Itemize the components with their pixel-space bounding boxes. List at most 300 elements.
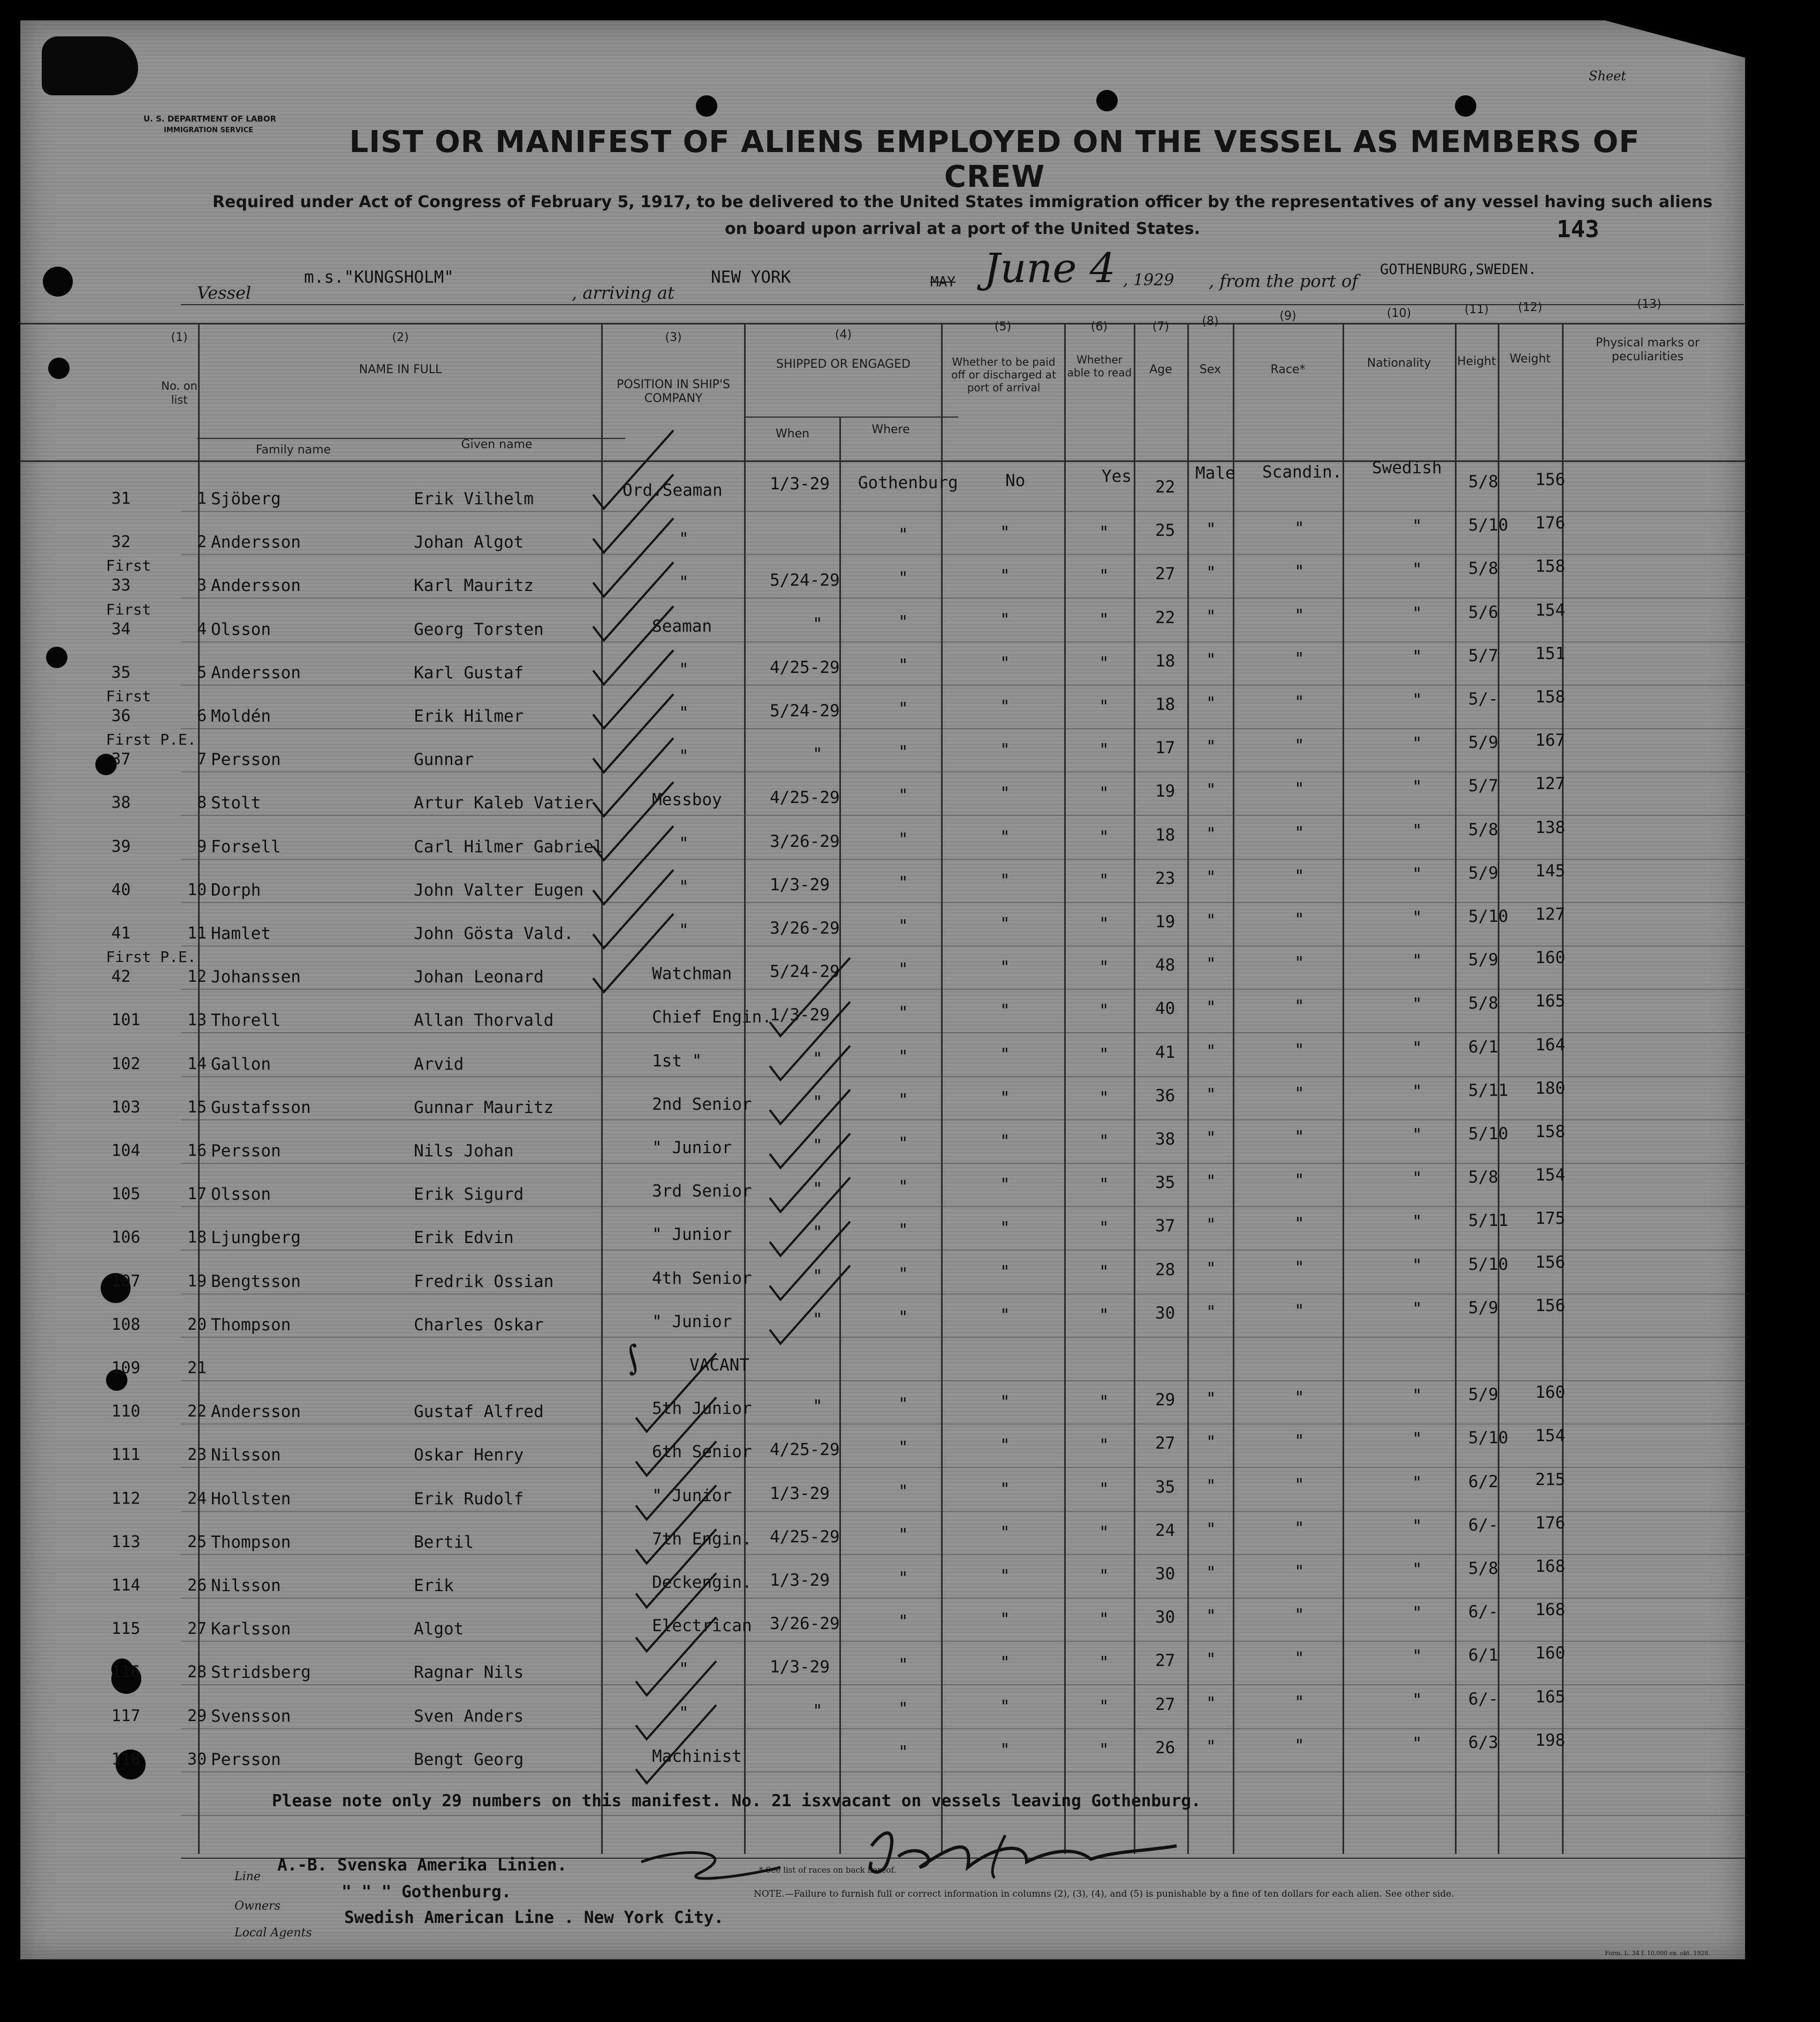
given-name: Erik Edvin xyxy=(414,1228,514,1248)
sex: " xyxy=(1206,1085,1216,1104)
family-name: Stolt xyxy=(211,793,261,813)
able-to-read: " xyxy=(1099,1305,1109,1325)
first-row-when: 1/3-29 xyxy=(770,474,830,494)
age: 25 xyxy=(1155,521,1176,541)
shipped-when: 3/26-29 xyxy=(770,1614,840,1634)
height: 5/9 xyxy=(1468,1298,1498,1317)
age: 19 xyxy=(1155,782,1176,801)
able-to-read: " xyxy=(1099,1740,1109,1760)
officer-signature xyxy=(620,1814,1209,1889)
family-name: Olsson xyxy=(211,619,271,639)
arrival-date-handwritten: June 4 xyxy=(984,244,1116,292)
weight: 127 xyxy=(1535,905,1565,924)
able-to-read: " xyxy=(1099,1088,1109,1108)
family-name: Johanssen xyxy=(211,967,301,987)
vacancy-note: Please note only 29 numbers on this manifest. No. 21 isxvacant on vessels leaving Gothenburg. xyxy=(272,1791,1201,1811)
given-name: Gustaf Alfred xyxy=(414,1402,544,1422)
weight: 156 xyxy=(1535,470,1565,489)
shipped-where: " xyxy=(898,873,908,892)
nationality: " xyxy=(1412,1647,1422,1667)
handwritten-check-marks xyxy=(20,20,1745,1959)
given-name: Ragnar Nils xyxy=(414,1663,524,1683)
check-mark xyxy=(593,738,673,816)
family-name: Gustafsson xyxy=(211,1097,311,1117)
col-2-number: (2) xyxy=(392,331,409,344)
list-number: 6 xyxy=(197,707,207,725)
paid-off: " xyxy=(1000,827,1010,847)
col-8-number: (8) xyxy=(1202,315,1219,328)
shipped-where: " xyxy=(898,1525,908,1544)
margin-list-number: 114 xyxy=(111,1576,141,1595)
weight: 145 xyxy=(1535,861,1565,881)
race: " xyxy=(1294,1084,1305,1103)
paid-off: " xyxy=(1000,1697,1010,1716)
shipped-where: " xyxy=(898,1134,908,1153)
shipped-when: 4/25-29 xyxy=(770,1527,840,1547)
paid-off: " xyxy=(1000,1305,1010,1325)
shipped-when: 1/3-29 xyxy=(770,1005,830,1025)
race: " xyxy=(1294,1606,1305,1625)
given-name: Sven Anders xyxy=(414,1706,524,1726)
margin-list-number: 102 xyxy=(111,1054,141,1073)
age: 23 xyxy=(1155,868,1176,888)
given-name: Karl Gustaf xyxy=(414,663,524,683)
age: 30 xyxy=(1155,1608,1176,1627)
position: Messboy xyxy=(652,790,722,810)
sex: " xyxy=(1206,1041,1216,1061)
family-name: Thompson xyxy=(211,1532,291,1552)
margin-list-number: 103 xyxy=(111,1097,141,1117)
check-mark xyxy=(593,914,673,992)
able-to-read: " xyxy=(1099,1610,1109,1630)
shipped-where: " xyxy=(898,1612,908,1632)
col-12-number: (12) xyxy=(1518,301,1543,314)
nationality: " xyxy=(1412,517,1422,536)
family-name: Gallon xyxy=(211,1054,271,1074)
race: " xyxy=(1294,1388,1305,1408)
height: 6/1 xyxy=(1468,1037,1498,1057)
position: 4th Senior xyxy=(652,1268,752,1288)
weight: 198 xyxy=(1535,1730,1565,1750)
paid-off: " xyxy=(1000,697,1010,716)
position: 2nd Senior xyxy=(652,1094,752,1114)
height: 6/- xyxy=(1468,1515,1498,1535)
list-number: 18 xyxy=(187,1228,207,1247)
first-row-read: Yes xyxy=(1102,467,1132,486)
col-13-header: Physical marks or peculiarities xyxy=(1595,336,1700,363)
able-to-read: " xyxy=(1099,1653,1109,1673)
margin-list-number: 38 xyxy=(111,793,131,813)
shipped-where: " xyxy=(898,1699,908,1718)
age: 18 xyxy=(1155,825,1176,845)
check-mark xyxy=(636,1617,716,1695)
position: Deckengin. xyxy=(652,1573,752,1592)
weight: 156 xyxy=(1535,1296,1565,1315)
height: 5/8 xyxy=(1468,994,1498,1013)
shipped-where: " xyxy=(898,1047,908,1066)
weight: 160 xyxy=(1535,1644,1565,1663)
able-to-read: " xyxy=(1099,1175,1109,1195)
check-mark xyxy=(770,958,850,1036)
list-number: 10 xyxy=(187,880,207,899)
shipped-where: " xyxy=(898,1221,908,1240)
col-1-header: No. on list xyxy=(161,380,198,406)
shipped-when: 5/24-29 xyxy=(770,571,840,590)
family-name: Andersson xyxy=(211,576,301,596)
family-name: Forsell xyxy=(211,837,281,857)
shipped-where: " xyxy=(898,1264,908,1284)
given-name: Bengt Georg xyxy=(414,1750,524,1769)
col-10-header: Nationality xyxy=(1367,357,1431,370)
height: 5/- xyxy=(1468,690,1498,709)
list-number: 24 xyxy=(187,1489,207,1508)
family-name: Olsson xyxy=(211,1185,271,1205)
nationality: " xyxy=(1412,777,1422,797)
list-number: 17 xyxy=(187,1185,207,1204)
age: 38 xyxy=(1155,1130,1176,1149)
list-number: 3 xyxy=(197,576,207,595)
list-number: 14 xyxy=(187,1054,207,1073)
nationality: " xyxy=(1412,1560,1422,1579)
first-row-race: Scandin. xyxy=(1262,463,1343,482)
check-mark xyxy=(636,1485,716,1563)
able-to-read: " xyxy=(1099,697,1109,716)
position: Watchman xyxy=(652,964,732,984)
list-number: 7 xyxy=(197,750,207,769)
shipped-when: 5/24-29 xyxy=(770,962,840,982)
height: 5/9 xyxy=(1468,1385,1498,1405)
sex: " xyxy=(1206,824,1216,844)
age: 36 xyxy=(1155,1086,1176,1105)
shipped-when: " xyxy=(813,1049,823,1069)
shipped-where: " xyxy=(898,1090,908,1110)
check-mark xyxy=(593,694,673,773)
weight: 168 xyxy=(1535,1600,1565,1620)
age: 27 xyxy=(1155,564,1176,584)
margin-list-number: 109 xyxy=(111,1359,141,1377)
arriving-at: NEW YORK xyxy=(711,268,791,287)
shipped-when: 1/3-29 xyxy=(770,1571,830,1590)
margin-list-number: 118 xyxy=(111,1750,141,1769)
paid-off: " xyxy=(1000,1262,1010,1282)
able-to-read: " xyxy=(1099,1392,1109,1412)
given-name: Nils Johan xyxy=(414,1141,514,1161)
nationality: " xyxy=(1412,1081,1422,1101)
family-name: Ljungberg xyxy=(211,1228,301,1248)
given-name: Oskar Henry xyxy=(414,1445,524,1465)
weight: 158 xyxy=(1535,557,1565,577)
margin-list-number: 40 xyxy=(111,880,131,899)
shipped-when: " xyxy=(813,1266,823,1286)
position: Seaman xyxy=(652,616,712,636)
line-label: Line xyxy=(234,1870,261,1883)
nationality: " xyxy=(1412,1386,1422,1406)
height: 5/8 xyxy=(1468,559,1498,579)
family-name: Bengtsson xyxy=(211,1271,301,1291)
paid-off: " xyxy=(1000,1392,1010,1412)
family-name: Nilsson xyxy=(211,1445,281,1465)
col-9-header: Race* xyxy=(1270,363,1306,376)
shipped-when: 1/3-29 xyxy=(770,1483,830,1503)
list-number: 9 xyxy=(197,837,207,856)
position: Chief Engin. xyxy=(652,1008,772,1027)
margin-list-number: 32 xyxy=(111,533,131,552)
nationality: " xyxy=(1412,1690,1422,1710)
age: 27 xyxy=(1155,1434,1176,1453)
margin-list-number: 41 xyxy=(111,924,131,943)
check-mark xyxy=(636,1353,716,1432)
age: 48 xyxy=(1155,956,1176,975)
position: " xyxy=(679,877,689,897)
height: 5/7 xyxy=(1468,776,1498,796)
height: 5/8 xyxy=(1468,1168,1498,1187)
page-number: 143 xyxy=(1557,216,1599,243)
margin-list-number: 116 xyxy=(111,1663,141,1682)
position: Electrican xyxy=(652,1616,752,1636)
weight: 158 xyxy=(1535,1122,1565,1141)
list-number: 8 xyxy=(197,793,207,813)
list-number: 5 xyxy=(197,663,207,682)
given-name: Karl Mauritz xyxy=(414,576,534,596)
height: 5/10 xyxy=(1468,1124,1508,1143)
given-name: Gunnar Mauritz xyxy=(414,1097,554,1117)
nationality: " xyxy=(1412,691,1422,710)
list-number: 25 xyxy=(187,1532,207,1551)
col-4-number: (4) xyxy=(835,328,852,342)
sex: " xyxy=(1206,1172,1216,1192)
race: " xyxy=(1294,823,1305,843)
able-to-read: " xyxy=(1099,1218,1109,1238)
check-mark xyxy=(593,474,673,552)
nationality: " xyxy=(1412,1429,1422,1449)
list-number: 20 xyxy=(187,1315,207,1334)
arriving-label: , arriving at xyxy=(572,283,674,303)
col-3-header: POSITION IN SHIP'S COMPANY xyxy=(617,378,730,405)
list-number: 26 xyxy=(187,1576,207,1595)
age: 30 xyxy=(1155,1303,1176,1323)
given-name: Erik Hilmer xyxy=(414,707,524,726)
margin-list-number: 37 xyxy=(111,750,131,769)
paid-off: " xyxy=(1000,1088,1010,1108)
col-2-header: NAME IN FULL xyxy=(359,363,442,376)
check-mark xyxy=(636,1705,716,1783)
arrival-year: , 1929 xyxy=(1123,271,1174,290)
able-to-read: " xyxy=(1099,1132,1109,1151)
manifest-subtitle-2: on board upon arrival at a port of the United States. xyxy=(724,219,1201,238)
race: " xyxy=(1294,866,1305,886)
weight: 165 xyxy=(1535,1687,1565,1707)
height: 6/3 xyxy=(1468,1732,1498,1752)
manifest-title: LIST OR MANIFEST OF ALIENS EMPLOYED ON THE VESSEL AS MEMBERS OF CREW xyxy=(349,125,1640,194)
nationality: " xyxy=(1412,1169,1422,1188)
height: 5/8 xyxy=(1468,820,1498,839)
margin-list-number: 111 xyxy=(111,1445,141,1465)
age: 18 xyxy=(1155,651,1176,671)
nationality: " xyxy=(1412,647,1422,667)
margin-note: First P.E. xyxy=(106,731,196,749)
handwritten-scribble: ∫ xyxy=(618,1337,647,1379)
penalty-note: NOTE.—Failure to furnish full or correct information in columns (2), (3), (4), and (5) is punishable by a fine of ten dollars for each alien. See other side. xyxy=(754,1889,1454,1899)
weight: 154 xyxy=(1535,600,1565,620)
margin-list-number: 107 xyxy=(111,1271,141,1291)
sex: " xyxy=(1206,1693,1216,1713)
check-mark xyxy=(770,1002,850,1080)
shipped-when: 4/25-29 xyxy=(770,788,840,808)
sex: " xyxy=(1206,781,1216,800)
col-7-number: (7) xyxy=(1152,320,1170,334)
list-number: 16 xyxy=(187,1141,207,1160)
paid-off: " xyxy=(1000,1175,1010,1195)
race: " xyxy=(1294,1171,1305,1191)
list-number: 11 xyxy=(187,924,207,943)
check-mark xyxy=(593,518,673,596)
weight: 164 xyxy=(1535,1035,1565,1055)
race: " xyxy=(1294,1432,1305,1451)
family-name: Persson xyxy=(211,1750,281,1769)
age: 28 xyxy=(1155,1260,1176,1279)
shipped-when: " xyxy=(813,1309,823,1329)
list-number: 29 xyxy=(187,1706,207,1725)
paid-off: " xyxy=(1000,1044,1010,1064)
shipped-where: " xyxy=(898,1481,908,1501)
list-number: 22 xyxy=(187,1402,207,1421)
col-12-header: Weight xyxy=(1510,352,1551,366)
able-to-read: " xyxy=(1099,653,1109,673)
able-to-read: " xyxy=(1099,610,1109,630)
shipped-where: " xyxy=(898,1438,908,1458)
margin-list-number: 31 xyxy=(111,489,131,508)
first-row-paid-off: No xyxy=(1005,471,1026,490)
list-number: 1 xyxy=(197,489,207,508)
shipped-when: " xyxy=(813,1179,823,1199)
family-name: Persson xyxy=(211,750,281,770)
sex: " xyxy=(1206,998,1216,1018)
race: " xyxy=(1294,605,1305,625)
check-mark xyxy=(593,650,673,729)
shipped-where: " xyxy=(898,1307,908,1327)
check-mark xyxy=(593,870,673,948)
sex: " xyxy=(1206,1607,1216,1626)
nationality: " xyxy=(1412,1299,1422,1319)
weight: 156 xyxy=(1535,1252,1565,1272)
able-to-read: " xyxy=(1099,740,1109,760)
first-row-where: Gothenburg xyxy=(858,473,958,493)
margin-list-number: 112 xyxy=(111,1489,141,1508)
paid-off: " xyxy=(1000,610,1010,630)
first-row-nationality: Swedish xyxy=(1372,458,1442,478)
given-name: John Gösta Vald. xyxy=(414,924,574,943)
manifest-sheet xyxy=(20,20,1745,1959)
col-3-number: (3) xyxy=(665,331,682,344)
paid-off: " xyxy=(1000,784,1010,804)
height: 5/8 xyxy=(1468,1559,1498,1578)
race: " xyxy=(1294,1040,1305,1060)
check-mark xyxy=(593,430,673,509)
race: " xyxy=(1294,1214,1305,1234)
position: " xyxy=(679,573,689,593)
height: 5/10 xyxy=(1468,907,1508,926)
family-name: Dorph xyxy=(211,880,261,900)
age: 40 xyxy=(1155,999,1176,1019)
given-name: Erik xyxy=(414,1576,454,1595)
paid-off: " xyxy=(1000,1523,1010,1542)
position: 6th Senior xyxy=(652,1442,752,1462)
check-mark xyxy=(770,1090,850,1168)
position: " xyxy=(679,921,689,940)
where-header: Where xyxy=(871,423,910,436)
height: 5/9 xyxy=(1468,950,1498,970)
position: " xyxy=(679,747,689,767)
check-mark xyxy=(770,1046,850,1124)
shipped-where: " xyxy=(898,786,908,806)
struck-month: MAY xyxy=(930,274,956,290)
position: 3rd Senior xyxy=(652,1182,752,1201)
line-value: A.-B. Svenska Amerika Linien. xyxy=(277,1856,567,1875)
height: 5/11 xyxy=(1468,1080,1508,1100)
sex: " xyxy=(1206,737,1216,757)
position: " xyxy=(679,1703,689,1723)
given-name: Arvid xyxy=(414,1054,464,1074)
manifest-subtitle-1: Required under Act of Congress of February 5, 1917, to be delivered to the United States immigration officer by the representatives of any vessel having such aliens xyxy=(212,193,1713,211)
age: 41 xyxy=(1155,1042,1176,1062)
sex: " xyxy=(1206,1476,1216,1496)
able-to-read: " xyxy=(1099,566,1109,586)
col-5-header: Whether to be paid off or discharged at port of arrival xyxy=(951,355,1056,394)
given-name: Carl Hilmer Gabriel xyxy=(414,837,604,857)
margin-list-number: 110 xyxy=(111,1402,141,1421)
shipped-where: " xyxy=(898,960,908,980)
check-mark xyxy=(770,1134,850,1212)
margin-note: First xyxy=(106,600,151,618)
agency-line-2: IMMIGRATION SERVICE xyxy=(164,126,254,134)
margin-note: First xyxy=(106,687,151,705)
paid-off: " xyxy=(1000,870,1010,890)
list-number: 4 xyxy=(197,619,207,639)
nationality: " xyxy=(1412,1212,1422,1232)
given-name: Gunnar xyxy=(414,750,474,770)
position: VACANT xyxy=(689,1355,749,1375)
family-name: Thompson xyxy=(211,1315,291,1335)
family-name: Thorell xyxy=(211,1011,281,1031)
vessel-name: m.s."KUNGSHOLM" xyxy=(304,268,454,287)
local-agents-label: Local Agents xyxy=(234,1926,312,1940)
shipped-when: 1/3-29 xyxy=(770,875,830,895)
paid-off: " xyxy=(1000,914,1010,934)
check-mark xyxy=(593,826,673,904)
first-row-sex: Male xyxy=(1195,464,1235,483)
nationality: " xyxy=(1412,734,1422,754)
given-name: Erik Vilhelm xyxy=(414,489,534,509)
from-port: GOTHENBURG,SWEDEN. xyxy=(1380,261,1537,278)
sex: " xyxy=(1206,1737,1216,1756)
race: " xyxy=(1294,1736,1305,1755)
family-name: Andersson xyxy=(211,663,301,683)
check-mark xyxy=(636,1529,716,1608)
race: " xyxy=(1294,1475,1305,1495)
given-name: Charles Oskar xyxy=(414,1315,544,1335)
age: 22 xyxy=(1155,608,1176,627)
list-number: 30 xyxy=(187,1750,207,1769)
height: 5/6 xyxy=(1468,602,1498,622)
sex: " xyxy=(1206,1563,1216,1582)
sex: " xyxy=(1206,911,1216,930)
given-name: Bertil xyxy=(414,1532,474,1552)
position: " Junior xyxy=(652,1225,732,1245)
nationality: " xyxy=(1412,1125,1422,1145)
age: 22 xyxy=(1155,478,1176,497)
position: 1st " xyxy=(652,1051,702,1071)
col-11-header: Height xyxy=(1457,355,1496,368)
